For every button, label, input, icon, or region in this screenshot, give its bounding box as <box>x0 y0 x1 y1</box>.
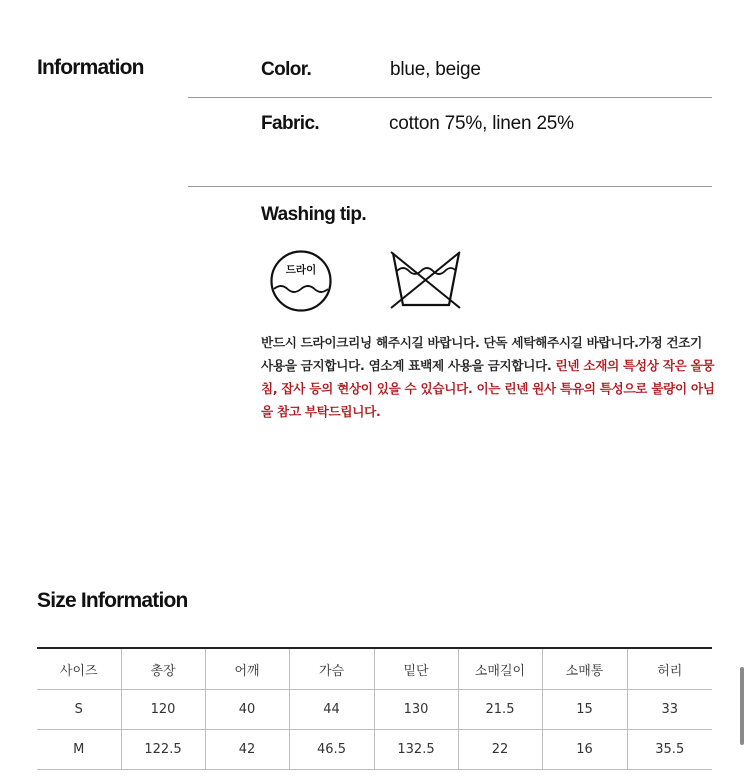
color-label: Color. <box>261 59 312 80</box>
divider <box>188 97 712 98</box>
table-cell: 33 <box>627 690 712 730</box>
header-cell: 소매통 <box>542 648 627 690</box>
header-cell: 밑단 <box>374 648 458 690</box>
dry-icon-text: 드라이 <box>285 264 317 276</box>
care-text-red: 린넨 소재의 특성상 작은 올뭉침, 잡사 등의 현상이 있을 수 있습니다. 이는 린넨 원사 특유의 특성으로 불량이 아님을 참고 부탁드립니다. <box>261 358 715 419</box>
header-cell: 가슴 <box>289 648 374 690</box>
table-row <box>37 690 712 730</box>
header-cell: 총장 <box>121 648 205 690</box>
header-cell: 어깨 <box>205 648 289 690</box>
table-cell: M <box>37 730 121 770</box>
header-cell: 허리 <box>627 648 712 690</box>
table-cell: 21.5 <box>458 690 542 730</box>
table-cell: 44 <box>289 690 374 730</box>
table-cell: S <box>37 690 121 730</box>
fabric-value: cotton 75%, linen 25% <box>389 113 574 134</box>
table-cell: 15 <box>542 690 627 730</box>
table-cell: 122.5 <box>121 730 205 770</box>
table-cell: 16 <box>542 730 627 770</box>
fabric-label: Fabric. <box>261 113 320 134</box>
table-cell: 40 <box>205 690 289 730</box>
divider <box>188 186 712 187</box>
header-cell: 소매길이 <box>458 648 542 690</box>
size-table <box>37 647 712 770</box>
table-cell: 46.5 <box>289 730 374 770</box>
table-cell: 42 <box>205 730 289 770</box>
information-heading: Information <box>37 56 144 79</box>
table-cell: 132.5 <box>374 730 458 770</box>
table-header-row <box>37 648 712 690</box>
care-text-black: 반드시 드라이크리닝 해주시길 바랍니다. 단독 세탁해주시길 바랍니다.가정 건조기 사용을 금지합니다. 염소계 표백제 사용을 금지합니다. <box>261 335 702 373</box>
table-cell: 22 <box>458 730 542 770</box>
color-value: blue, beige <box>390 59 481 80</box>
dry-clean-icon <box>269 249 333 313</box>
table-row <box>37 730 712 770</box>
scrollbar-thumb[interactable] <box>740 667 744 745</box>
size-information-heading: Size Information <box>37 589 188 612</box>
no-wash-icon <box>388 249 464 311</box>
washing-tip-label: Washing tip. <box>261 204 367 225</box>
header-cell: 사이즈 <box>37 648 121 690</box>
care-instructions <box>261 331 716 423</box>
table-cell: 35.5 <box>627 730 712 770</box>
table-cell: 120 <box>121 690 205 730</box>
table-cell: 130 <box>374 690 458 730</box>
